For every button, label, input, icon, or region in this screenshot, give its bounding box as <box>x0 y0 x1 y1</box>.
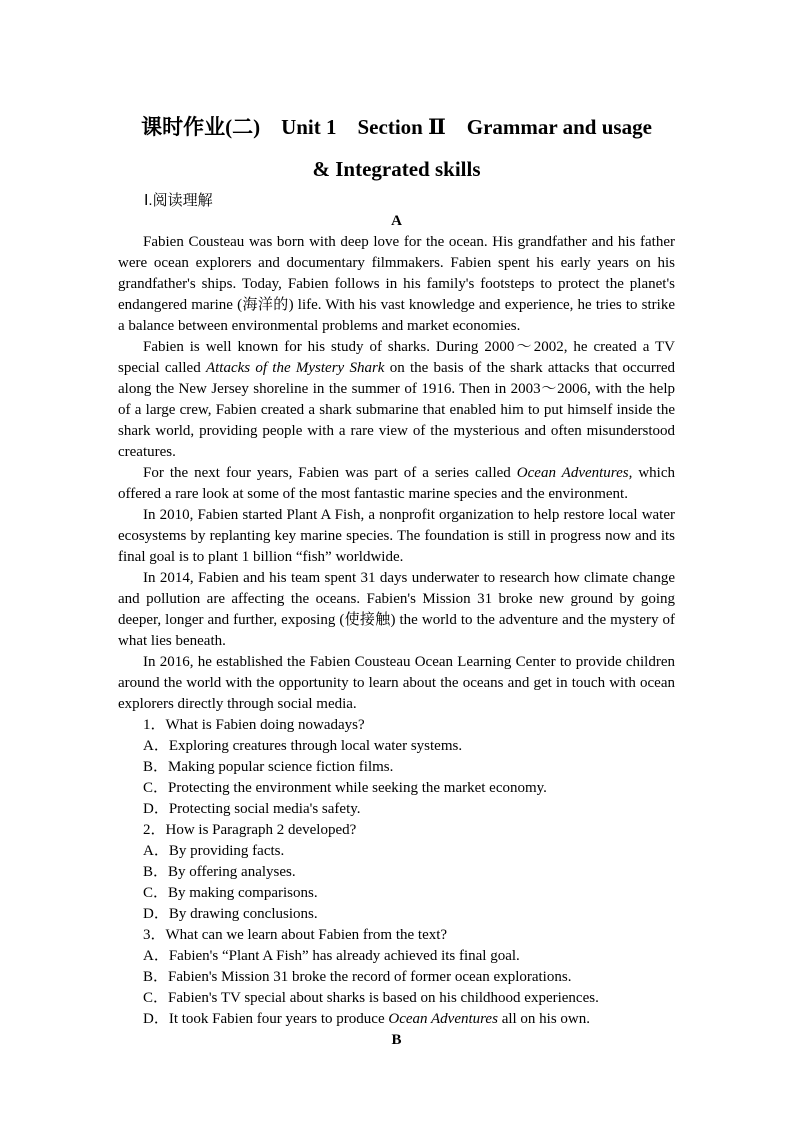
question-option <box>118 841 675 862</box>
question <box>118 820 675 925</box>
passage-paragraph <box>118 568 675 652</box>
text-run: By offering analyses. <box>168 864 296 880</box>
question <box>118 925 675 1030</box>
passage-paragraph <box>118 652 675 715</box>
text-run: Fabien's TV special about sharks is based on his childhood experiences. <box>168 990 599 1006</box>
question-option <box>118 736 675 757</box>
text-run: all on his own. <box>497 1011 591 1027</box>
questions <box>118 715 675 1030</box>
text-run: How is Paragraph 2 developed? <box>165 822 357 838</box>
text-run: By making comparisons. <box>168 885 318 901</box>
option-label: C． <box>143 780 169 796</box>
text-run: which offered a rare look at some of the most fantastic marine species and the environment. <box>118 465 675 502</box>
passage-label-a: A <box>391 213 402 229</box>
text-run: For the next four years, Fabien was part of a series called <box>143 465 517 481</box>
passage-paragraph <box>118 505 675 568</box>
section-heading-reading-comprehension: Ⅰ.阅读理解 <box>144 192 213 209</box>
question-option <box>118 904 675 925</box>
question-option <box>118 757 675 778</box>
text-run: Protecting social media's safety. <box>168 801 361 817</box>
option-label: C． <box>143 990 169 1006</box>
option-label: D． <box>143 1011 169 1027</box>
text-run: What is Fabien doing nowadays? <box>165 717 365 733</box>
text-run: In 2016, he established the Fabien Cousteau Ocean Learning Center to provide children around the world with the opportunity to learn about the oceans and get in touch with ocean explorers directly through social media. <box>118 654 675 712</box>
worksheet-title-line-1: 课时作业(二) Unit 1 Section Ⅱ Grammar and usage <box>141 115 652 139</box>
option-label: A． <box>143 843 169 859</box>
question-stem <box>118 925 675 946</box>
passage-paragraph <box>118 337 675 463</box>
worksheet-title <box>118 106 675 190</box>
question <box>118 715 675 820</box>
worksheet-title-line-2: & Integrated skills <box>312 157 481 181</box>
text-run: In 2014, Fabien and his team spent 31 days underwater to research how climate change and pollution are affecting the oceans. Fabien's Mission 31 broke new ground by going deeper, longer and further, exposing (使接触) the world to the adventure and the mystery of what lies beneath. <box>118 570 675 649</box>
text-run: Protecting the environment while seeking the market economy. <box>168 780 547 796</box>
question-option <box>118 946 675 967</box>
option-label: B． <box>143 864 169 880</box>
question-stem <box>118 820 675 841</box>
question-option <box>118 778 675 799</box>
italic-text-run: Ocean Adventures, <box>516 465 633 481</box>
question-option <box>118 799 675 820</box>
text-run: What can we learn about Fabien from the text? <box>165 927 448 943</box>
text-run: on the basis of the shark attacks that occurred along the New Jersey shoreline in the summer of 1916. Then in 2003～2006, with the help of a large crew, Fabien created a shark submarine that enabled him to put himself inside the shark world, providing people with a rare view of the mysterious and often misunderstood creatures. <box>118 360 675 460</box>
question-stem <box>118 715 675 736</box>
question-option <box>118 1009 675 1030</box>
question-number: 2． <box>143 822 166 838</box>
text-run: Exploring creatures through local water systems. <box>168 738 463 754</box>
italic-text-run: Ocean Adventures <box>388 1011 498 1027</box>
text-run: Making popular science fiction films. <box>168 759 394 775</box>
text-run: Fabien Cousteau was born with deep love for the ocean. His grandfather and his father were ocean explorers and documentary filmmakers. Fabien spent his early years on his grandfather's ships. Today, Fabien follows in his family's footsteps to protect the planet's endangered marine (海洋的) life. With his vast knowledge and experience, he tries to strike a balance between environmental problems and market economies. <box>118 234 675 334</box>
text-run: Fabien's Mission 31 broke the record of former ocean explorations. <box>168 969 572 985</box>
passage-paragraphs <box>118 232 675 715</box>
text-run: In 2010, Fabien started Plant A Fish, a nonprofit organization to help restore local water ecosystems by replanting key marine species. The foundation is still in progress now and its final goal is to plant 1 billion “fish” worldwide. <box>118 507 675 565</box>
option-label: B． <box>143 969 169 985</box>
question-option <box>118 862 675 883</box>
question-option <box>118 883 675 904</box>
option-label: C． <box>143 885 169 901</box>
text-run: By providing facts. <box>168 843 285 859</box>
option-label: D． <box>143 801 169 817</box>
italic-text-run: Attacks of the Mystery Shark <box>205 360 385 376</box>
question-option <box>118 967 675 988</box>
option-label: D． <box>143 906 169 922</box>
option-label: B． <box>143 759 169 775</box>
passage-paragraph <box>118 232 675 337</box>
text-run: It took Fabien four years to produce <box>168 1011 389 1027</box>
passage-label-b: B <box>391 1032 402 1048</box>
text-run: Fabien's “Plant A Fish” has already achieved its final goal. <box>168 948 520 964</box>
text-run: By drawing conclusions. <box>168 906 318 922</box>
question-number: 3． <box>143 927 166 943</box>
option-label: A． <box>143 738 169 754</box>
passage-paragraph <box>118 463 675 505</box>
text-run: Fabien is well known for his study of sharks. During 2000～2002, he created a TV special called <box>118 339 675 376</box>
question-option <box>118 988 675 1009</box>
option-label: A． <box>143 948 169 964</box>
question-number: 1． <box>143 717 166 733</box>
